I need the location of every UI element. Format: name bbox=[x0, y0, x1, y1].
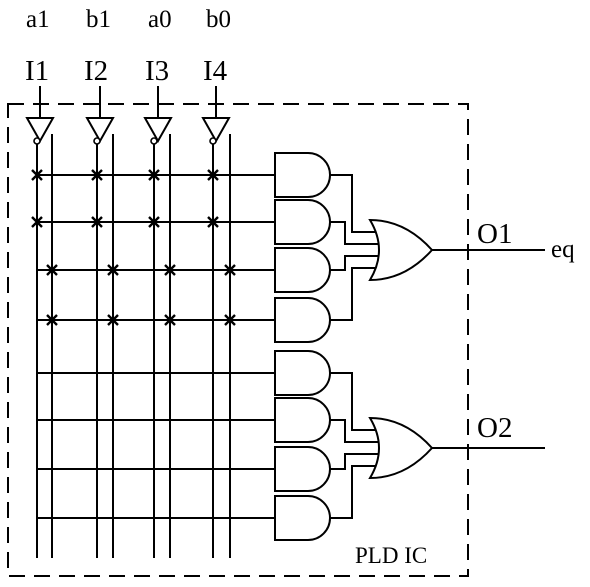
input-buffer-2 bbox=[87, 118, 113, 141]
and-gate-7 bbox=[275, 447, 330, 491]
input-signal-b0: b0 bbox=[206, 6, 231, 33]
fuse-markers bbox=[32, 170, 235, 325]
and-gate-3 bbox=[275, 248, 330, 292]
input-pin-i1: I1 bbox=[25, 55, 50, 87]
output-signal-eq: eq bbox=[551, 236, 575, 263]
inverter-bubble-4 bbox=[210, 138, 216, 144]
and-array-rows bbox=[37, 175, 275, 518]
and-gate-2 bbox=[275, 200, 330, 244]
or-gate-o1 bbox=[370, 220, 432, 280]
and-gate-1 bbox=[275, 153, 330, 197]
inverter-bubble-3 bbox=[151, 138, 157, 144]
output-pin-o1: O1 bbox=[477, 218, 513, 250]
inverter-bubble-2 bbox=[94, 138, 100, 144]
and-gate-6 bbox=[275, 398, 330, 442]
logic-gates bbox=[275, 153, 432, 540]
and-gate-8 bbox=[275, 496, 330, 540]
input-buffer-3 bbox=[145, 118, 171, 141]
input-buffer-4 bbox=[203, 118, 229, 141]
input-buffers bbox=[27, 86, 230, 558]
input-signal-a1: a1 bbox=[26, 6, 50, 33]
input-signal-b1: b1 bbox=[86, 6, 111, 33]
input-pin-i4: I4 bbox=[203, 55, 228, 87]
inverter-bubble-1 bbox=[34, 138, 40, 144]
or-gate-o2 bbox=[370, 418, 432, 478]
input-buffer-1 bbox=[27, 118, 53, 141]
output-pin-o2: O2 bbox=[477, 412, 513, 444]
input-signal-a0: a0 bbox=[148, 6, 172, 33]
input-pin-i3: I3 bbox=[145, 55, 170, 87]
and-gate-4 bbox=[275, 298, 330, 342]
input-pin-i2: I2 bbox=[84, 55, 109, 87]
and-gate-5 bbox=[275, 351, 330, 395]
chip-label: PLD IC bbox=[355, 543, 428, 568]
